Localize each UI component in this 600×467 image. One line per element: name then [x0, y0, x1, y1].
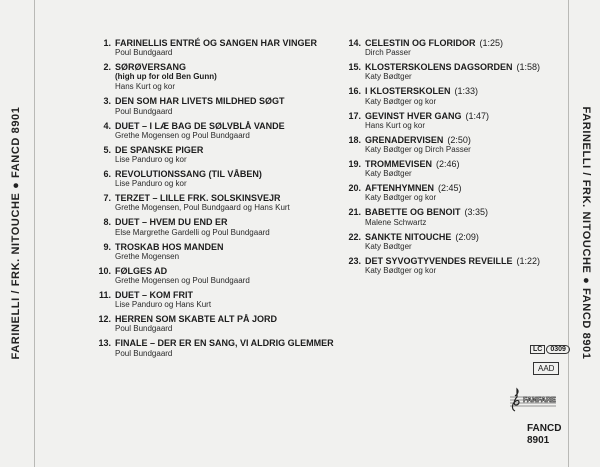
- track-item: [90, 314, 340, 334]
- track-title: [365, 183, 543, 193]
- track-duration: (3:35): [464, 207, 489, 218]
- track-performers: Dirch Passer: [365, 48, 411, 58]
- track-line: [90, 38, 340, 48]
- track-title-text: REVOLUTIONSSANG (TIL VÅBEN): [115, 169, 262, 180]
- track-title-text: FARINELLIS ENTRÉ OG SANGEN HAR VINGER: [115, 38, 318, 48]
- track-item: [90, 338, 340, 358]
- track-performers: Hans Kurt og kor: [115, 82, 176, 92]
- track-title: [115, 314, 340, 324]
- track-title: [365, 111, 543, 121]
- track-title-text: FINALE – DER ER EN SANG, VI ALDRIG GLEMMER: [115, 338, 334, 349]
- track-title: [115, 242, 340, 252]
- track-duration: (1:25): [479, 38, 504, 48]
- track-item: [90, 242, 340, 262]
- spine-divider-right: [568, 0, 569, 467]
- track-performers: Lise Panduro og kor: [115, 179, 187, 189]
- track-duration: (2:46): [436, 159, 460, 170]
- track-title-text: KLOSTERSKOLENS DAGSORDEN: [365, 62, 513, 73]
- track-item: [343, 256, 543, 276]
- track-number: 14.: [348, 38, 361, 48]
- track-number: 21.: [348, 207, 361, 218]
- spine-text-left: FARINELLI / FRK. NITOUCHE ● FANCD 8901: [10, 106, 22, 360]
- track-number: 6.: [103, 169, 111, 180]
- track-title-text: DUET – HVEM DU END ER: [115, 217, 228, 228]
- track-number: 13.: [98, 338, 111, 349]
- track-number: 11.: [98, 290, 111, 301]
- track-item: [343, 183, 543, 203]
- track-line: [90, 242, 340, 252]
- track-number: 12.: [98, 314, 111, 325]
- track-performers: Katy Bødtger: [365, 241, 412, 251]
- track-item: [90, 145, 340, 165]
- track-title: [115, 38, 340, 48]
- fanfare-treble-clef-logo-icon: [508, 387, 558, 413]
- track-performers: Grethe Mogensen: [115, 251, 180, 261]
- track-title: [365, 207, 543, 217]
- track-line: [90, 193, 340, 203]
- track-performers: Katy Bødtger og kor: [365, 193, 437, 203]
- track-line: [90, 121, 340, 131]
- track-line: [90, 314, 340, 324]
- track-item: [343, 86, 543, 106]
- track-item: [90, 290, 340, 310]
- track-line: [90, 266, 340, 276]
- track-line: [343, 207, 543, 217]
- track-title-text: DEN SOM HAR LIVETS MILDHED SØGT: [115, 96, 285, 107]
- track-number: 2.: [103, 62, 111, 73]
- track-performers: Malene Schwartz: [365, 217, 427, 227]
- track-line: [90, 290, 340, 300]
- track-line: [343, 86, 543, 96]
- track-performers: Poul Bundgaard: [115, 324, 173, 334]
- track-performers: Lise Panduro og kor: [115, 155, 187, 165]
- spine-text-right: FARINELLI / FRK. NITOUCHE ● FANCD 8901: [580, 106, 592, 360]
- track-performers: Poul Bundgaard: [115, 48, 173, 58]
- track-duration: (1:22): [516, 255, 541, 266]
- track-number: 4.: [103, 120, 111, 131]
- track-line: [343, 111, 543, 121]
- track-performers: Katy Bødtger: [365, 169, 412, 179]
- track-performers: Katy Bødtger og Dirch Passer: [365, 145, 471, 155]
- track-line: [90, 169, 340, 179]
- track-title: [115, 145, 340, 155]
- track-item: [343, 159, 543, 179]
- track-performers: Hans Kurt og kor: [365, 120, 426, 130]
- track-item: [343, 207, 543, 227]
- tracklist-right: [343, 38, 543, 280]
- track-title: [365, 38, 543, 48]
- track-title: [115, 290, 340, 300]
- track-line: [90, 145, 340, 155]
- track-title-text: FØLGES AD: [115, 265, 168, 276]
- track-title-text: GRENADERVISEN: [365, 134, 444, 145]
- lc-label: LC: [530, 345, 545, 354]
- spine-divider-left: [34, 0, 35, 467]
- track-title-text: TROMMEVISEN: [365, 159, 433, 170]
- track-title: [365, 135, 543, 145]
- track-line: [90, 338, 340, 348]
- track-number: 23.: [348, 255, 361, 266]
- track-item: [90, 38, 340, 58]
- track-number: 15.: [348, 62, 361, 73]
- track-title: [365, 232, 543, 242]
- track-performers: Else Margrethe Gardelli og Poul Bundgaard: [115, 227, 270, 237]
- track-performers: Katy Bødtger og kor: [365, 96, 437, 106]
- catalog-line1: FANCD: [527, 423, 562, 434]
- track-number: 8.: [103, 217, 111, 228]
- track-item: [90, 121, 340, 141]
- track-item: [343, 38, 543, 58]
- track-duration: (1:33): [454, 86, 479, 97]
- track-performers: Grethe Mogensen, Poul Bundgaard og Hans Kurt: [115, 203, 290, 213]
- track-item: [343, 135, 543, 155]
- track-title-text: DUET – I LÆ BAG DE SØLVBLÅ VANDE: [115, 120, 285, 131]
- track-title-text: CELESTIN OG FLORIDOR: [365, 38, 476, 48]
- track-number: 5.: [103, 144, 111, 155]
- track-title-text: I KLOSTERSKOLEN: [365, 86, 451, 97]
- track-performers: Poul Bundgaard: [115, 106, 173, 116]
- track-number: 17.: [348, 110, 361, 121]
- track-title: [365, 86, 543, 96]
- track-performers: Poul Bundgaard: [115, 348, 173, 358]
- track-duration: (2:50): [447, 134, 471, 145]
- track-title: [115, 338, 340, 348]
- logo-text: FANFARE: [523, 397, 556, 404]
- catalog-number: [527, 423, 561, 447]
- track-number: 20.: [348, 183, 361, 194]
- track-item: [90, 266, 340, 286]
- track-title-text: AFTENHYMNEN: [365, 183, 434, 194]
- track-performers: Katy Bødtger: [365, 72, 412, 82]
- track-title: [115, 96, 340, 106]
- track-line: [343, 256, 543, 266]
- track-title: [365, 256, 543, 266]
- track-item: [90, 169, 340, 189]
- label-code-badge: [530, 345, 570, 354]
- track-duration: (1:47): [465, 110, 490, 121]
- track-line: [343, 159, 543, 169]
- track-number: 22.: [348, 231, 361, 242]
- track-line: [343, 183, 543, 193]
- track-item: [90, 217, 340, 237]
- track-number: 9.: [103, 241, 111, 252]
- track-title: [115, 193, 340, 203]
- track-performers: Grethe Mogensen og Poul Bundgaard: [115, 276, 250, 286]
- track-performers: Lise Panduro og Hans Kurt: [115, 300, 212, 310]
- track-title-text: DUET – KOM FRIT: [115, 290, 193, 301]
- track-title-text: TERZET – LILLE FRK. SOLSKINSVEJR: [115, 193, 281, 204]
- track-duration: (2:45): [438, 183, 462, 194]
- track-item: [90, 62, 340, 92]
- track-line: [343, 232, 543, 242]
- track-item: [90, 193, 340, 213]
- catalog-line2: 8901: [527, 435, 550, 446]
- track-title: [115, 121, 340, 131]
- lc-code: 0309: [546, 345, 570, 354]
- track-line: [90, 62, 340, 72]
- track-item: [343, 111, 543, 131]
- track-title: [115, 169, 340, 179]
- track-duration: (1:58): [516, 62, 541, 73]
- track-number: 19.: [348, 159, 361, 170]
- track-number: 7.: [103, 193, 111, 204]
- track-line: [343, 135, 543, 145]
- track-title-text: DET SYVOGTYVENDES REVEILLE: [365, 255, 513, 266]
- track-title: [365, 159, 543, 169]
- track-line: [343, 62, 543, 72]
- track-title-text: DE SPANSKE PIGER: [115, 144, 204, 155]
- track-item: [90, 96, 340, 116]
- track-line: [90, 96, 340, 106]
- aad-badge: AAD: [533, 362, 559, 375]
- track-number: 18.: [348, 134, 361, 145]
- track-number: 10.: [98, 265, 111, 276]
- track-title-text: GEVINST HVER GANG: [365, 110, 462, 121]
- track-title: [115, 266, 340, 276]
- track-title-text: BABETTE OG BENOIT: [365, 207, 461, 218]
- track-item: [343, 232, 543, 252]
- track-title-text: TROSKAB HOS MANDEN: [115, 241, 224, 252]
- track-performers: Katy Bødtger og kor: [365, 266, 437, 276]
- track-number: 1.: [103, 38, 111, 48]
- track-title-text: SANKTE NITOUCHE: [365, 231, 452, 242]
- track-title: [115, 62, 340, 72]
- track-subtitle: (high up for old Ben Gunn): [115, 72, 217, 82]
- track-number: 16.: [348, 86, 361, 97]
- track-performers: Grethe Mogensen og Poul Bundgaard: [115, 130, 250, 140]
- track-title: [365, 62, 543, 72]
- track-title: [115, 217, 340, 227]
- track-number: 3.: [103, 96, 111, 107]
- track-line: [90, 217, 340, 227]
- tracklist-left: [90, 38, 340, 363]
- track-duration: (2:09): [455, 231, 479, 242]
- track-title-text: SØRØVERSANG: [115, 62, 187, 73]
- track-title-text: HERREN SOM SKABTE ALT PÅ JORD: [115, 314, 278, 325]
- track-item: [343, 62, 543, 82]
- track-line: [343, 38, 543, 48]
